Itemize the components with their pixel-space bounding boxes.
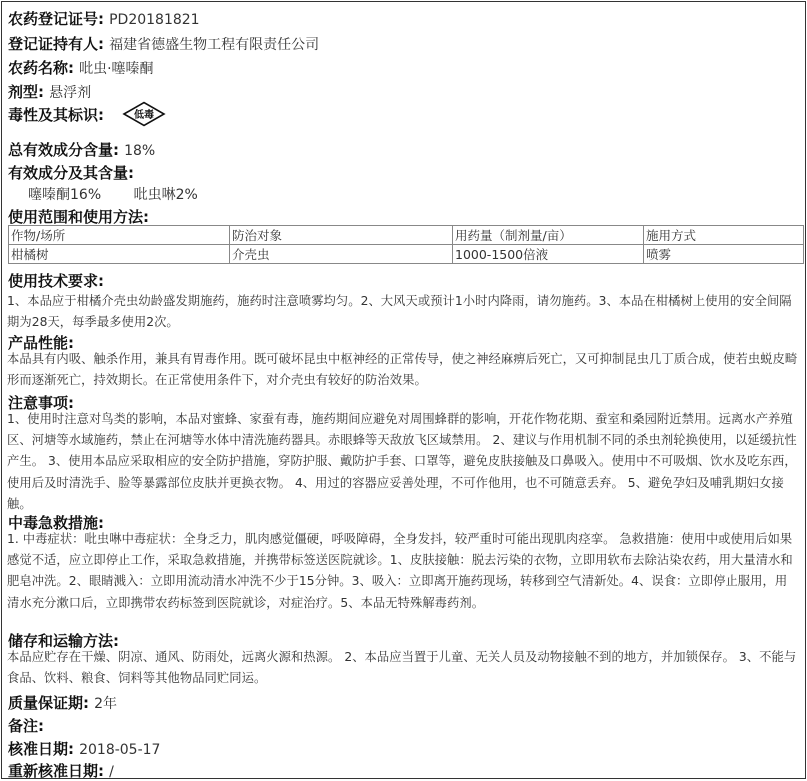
ingredients-label-row [8,162,799,183]
approval-row [8,738,799,759]
header-cell-dosage: 用药量（制剂量/亩） [453,226,644,245]
name-value: 吡虫·噻嗪酮 [79,61,154,77]
performance-text: 本品具有内吸、触杀作用，兼具有胃毒作用。既可破坏昆虫中枢神经的正常传导，使之神经麻痹后死亡，又可抑制昆虫几丁质合成，使若虫蜕皮畸形而逐渐死亡，持效期长。在正常使用条件下，对介壳虫有较好的防治效果。 [7,352,798,388]
notes-title: 注意事项: [8,394,74,412]
cert-no-value: PD20181821 [109,12,200,28]
usage-table [8,225,804,264]
holder-label: 登记证持有人: [8,35,104,53]
header-cell-target: 防治对象 [230,226,453,245]
cell-crop: 柑橘树 [9,245,230,264]
header-cell-method: 施用方式 [644,226,804,245]
name-label: 农药名称: [8,59,74,77]
table-row [9,245,804,264]
reapproval-label: 重新核准日期: [8,762,104,780]
reapproval-row [8,760,799,781]
warranty-row [8,692,799,713]
total-content-label: 总有效成分含量: [8,141,119,159]
warranty-value: 2年 [94,696,118,712]
cell-target: 介壳虫 [230,245,453,264]
tech-text: 1、本品应于柑橘介壳虫幼龄盛发期施药，施药时注意喷雾均匀。2、大风天或预计1小时内降雨，请勿施药。3、本品在柑橘树上使用的安全间隔期为28天，每季最多使用2次。 [7,294,792,330]
toxicity-label: 毒性及其标识: [8,106,104,124]
ingredient-item: 噻嗪酮16% [28,187,102,203]
tech-title: 使用技术要求: [8,272,104,290]
name-row [8,57,799,78]
formulation-value: 悬浮剂 [49,85,92,101]
cert-no-row [8,8,799,29]
cell-method: 喷雾 [644,245,804,264]
formulation-row [8,81,799,102]
reapproval-value: / [109,764,114,780]
ingredient-item: 吡虫啉2% [133,187,198,203]
remarks-row [8,715,799,736]
total-content-value: 18% [124,143,156,159]
approval-label: 核准日期: [8,740,74,758]
usage-table-header [9,226,804,245]
formulation-label: 剂型: [8,83,44,101]
pesticide-label-document [1,1,806,779]
poison-text: 1. 中毒症状：吡虫啉中毒症状：全身乏力，肌肉感觉僵硬，呼吸障碍，全身发抖，较严重时可能出现肌肉痉挛。 急救措施：使用中或使用后如果感觉不适，应立即停止工作，采取急救措施，并携带标签送医院就诊。1、皮肤接触：脱去污染的衣物，立即用软布去除沾染农药，用大量清水和肥皂冲洗。2、眼睛溅入：立即用流动清水冲洗不少于15分钟。3、吸入：立即离开施药现场，转移到空气清新处。4、误食：立即停止服用，用清水充分漱口后，立即携带农药标签到医院就诊，对症治疗。5、本品无特殊解毒药剂。 [7,532,793,610]
approval-value: 2018-05-17 [79,742,161,758]
low-toxicity-diamond-icon [122,101,166,127]
storage-text: 本品应贮存在干燥、阴凉、通风、防雨处，远离火源和热源。 2、本品应当置于儿童、无关人员及动物接触不到的地方，并加锁保存。 3、不能与食品、饮料、粮食、饲料等其他物品同贮同运。 [7,650,797,686]
header-cell-crop: 作物/场所 [9,226,230,245]
cert-no-label: 农药登记证号: [8,10,104,28]
holder-value: 福建省德盛生物工程有限责任公司 [109,37,320,53]
poison-title: 中毒急救措施: [8,514,104,532]
total-content-row [8,139,799,160]
warranty-label: 质量保证期: [8,694,89,712]
remarks-label: 备注: [8,717,44,735]
usage-title: 使用范围和使用方法: [8,208,149,226]
holder-row [8,33,799,54]
ingredients-label: 有效成分及其含量: [8,164,134,182]
ingredients-list [28,184,799,204]
storage-title: 储存和运输方法: [8,632,119,650]
performance-title: 产品性能: [8,334,74,352]
toxicity-badge-text: 低毒 [134,110,154,121]
notes-text: 1、使用时注意对鸟类的影响，本品对蜜蜂、家蚕有毒，施药期间应避免对周围蜂群的影响，开花作物花期、蚕室和桑园附近禁用。远离水产养殖区、河塘等水域施药，禁止在河塘等水体中清洗施药器具。赤眼蜂等天敌放飞区域禁用。 2、建议与作用机制不同的杀虫剂轮换使用，以延缓抗性产生。 3、使用本品应采取相应的安全防护措施，穿防护服、戴防护手套、口罩等，避免皮肤接触及口鼻吸入。使用中不可吸烟、饮水及吃东西，使用后及时清洗手、脸等暴露部位皮肤并更换衣物。 4、用过的容器应妥善处理，不可作他用，也不可随意丢弃。 5、避免孕妇及哺乳期妇女接触。 [7,412,797,511]
cell-dosage: 1000-1500倍液 [453,245,644,264]
